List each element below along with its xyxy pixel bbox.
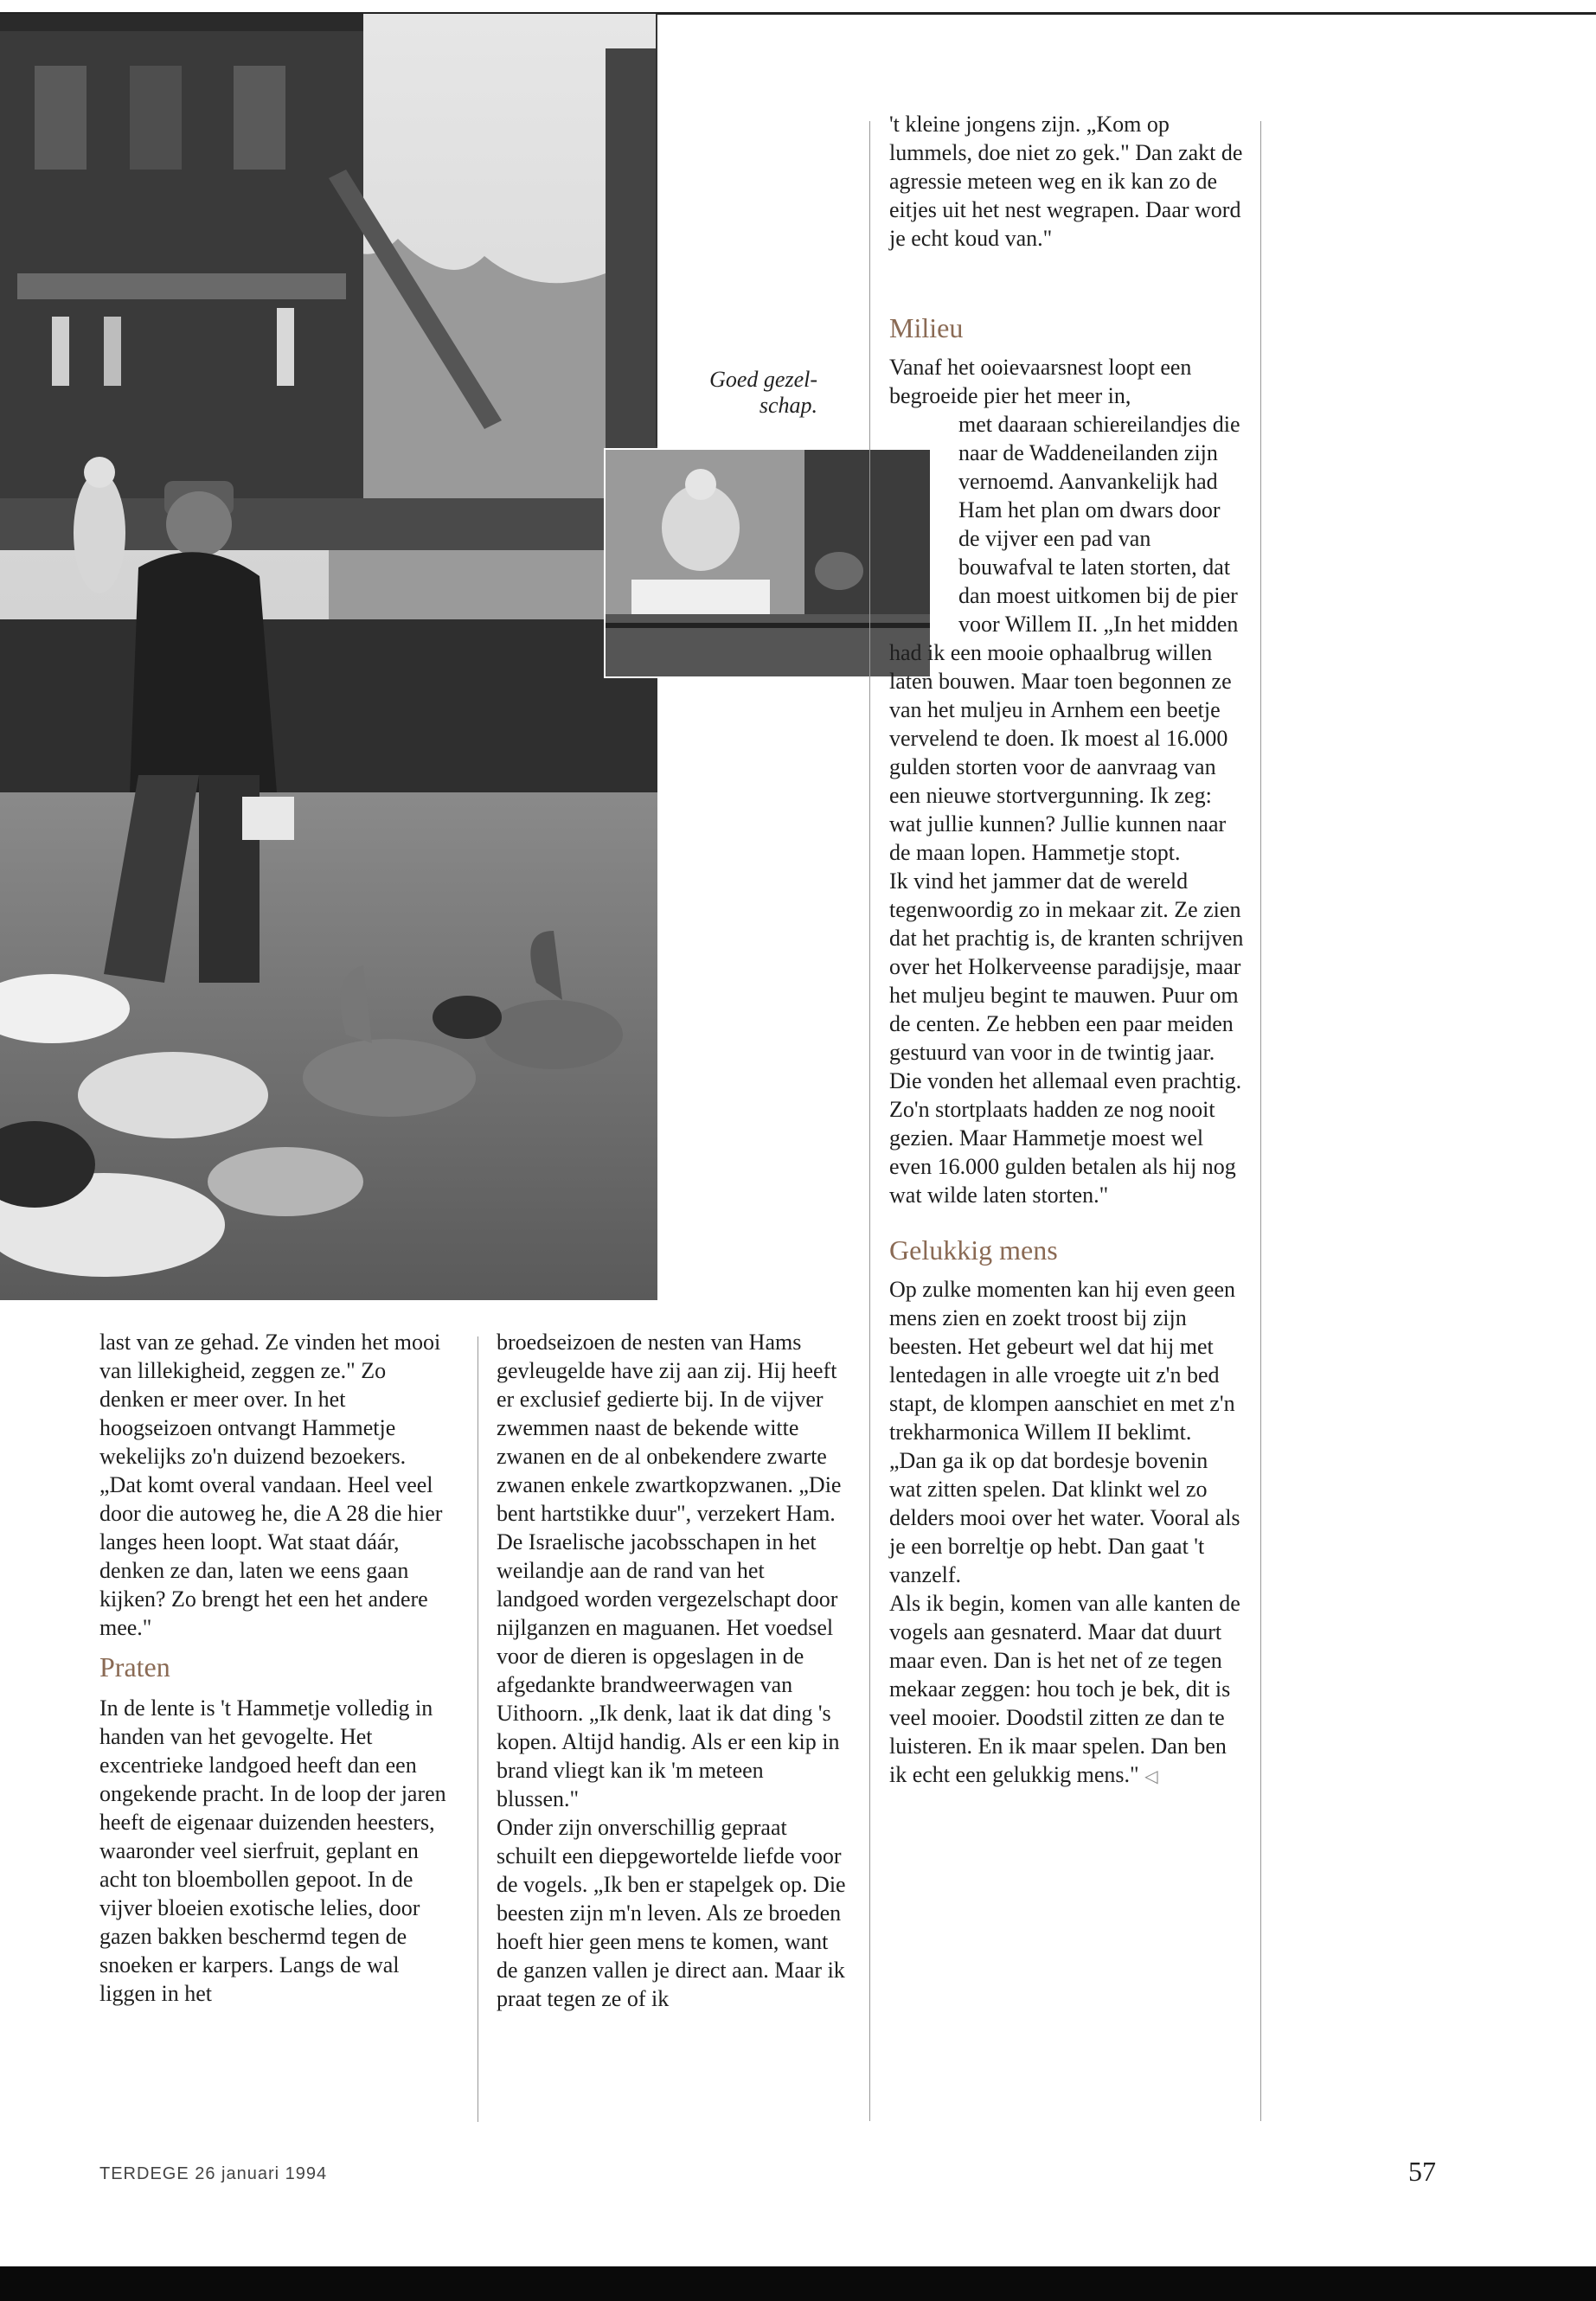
col3-milieu-1: Vanaf het ooievaarsnest loopt een begroeide pier het meer in, [889,355,1192,408]
inset-photo-illustration [606,450,930,676]
main-photo-illustration [0,14,657,1300]
heading-milieu: Milieu [889,312,964,343]
col3-paragraph-top: 't kleine jongens zijn. „Kom op lummels, doe niet zo gek." Dan zakt de agressie meteen weg en ik kan zo de eitjes uit het nest wegrapen. Daar word je echt koud van." [889,112,1243,251]
article-column-1 [99,1328,452,2008]
col3-gelukkig-2 [889,1589,1244,1791]
end-mark-icon: ◁ [1144,1767,1158,1786]
col3-milieu-4: Ik vind het jammer dat de wereld tegenwoordig zo in mekaar zit. Ze zien dat het prachtig is, de kranten schrijven over het Holkerveense paradijsje, maar het muljeu begint te mauwen. Puur om de centen. Ze hebben een paar meiden gestuurd van voor in de twintig jaar. Die vonden het allemaal even prachtig. Zo'n stortplaats hadden ze nog nooit gezien. Maar Hammetje moest wel even 16.000 gulden betalen als hij nog wat wilde laten storten." [889,868,1244,1208]
col3-gelukkig-1: Op zulke momenten kan hij even geen mens zien en zoekt troost bij zijn beesten. Het gebeurt wel dat hij met lentedagen in alle vroegte uit z'n bed stapt, de klompen aanschiet en met z'n trekharmonica Willem II beklimt. „Dan ga ik op dat bordesje bovenin wat zitten spelen. Dat klinkt wel zo delders mooi over het water. Vooral als je een borreltje op hebt. Dan gaat 't vanzelf. [889,1277,1240,1587]
page-number: 57 [1408,2156,1436,2187]
col1-paragraph-2: In de lente is 't Hammetje volledig in handen van het gevogelte. Het excentrieke landgoed heeft dan een ongekende pracht. In de loop der jaren heeft de eigenaar duizenden heesters, waaronder veel sierfruit, geplant en acht ton bloembollen gepoot. In de vijver bloeien exotische lelies, door gazen bakken beschermd tegen de snoeken er karpers. Langs de wal liggen in het [99,1695,446,2006]
col3-gelukkig-2-text: Als ik begin, komen van alle kanten de vogels aan gesnaterd. Maar dat duurt maar even. Dan is het net of ze tegen mekaar zeggen: hou toch je bek, dit is veel mooier. Doodstil zitten ze dan te luisteren. En ik maar spelen. Dan ben ik echt een gelukkig mens." [889,1591,1240,1787]
inset-photo [604,448,932,678]
col1-paragraph-1: last van ze gehad. Ze vinden het mooi van lillekigheid, zeggen ze." Zo denken er meer over. In het hoogseizoen ontvangt Hammetje wekelijks zo'n duizend bezoekers. „Dat komt overal vandaan. Heel veel door die autoweg he, die A 28 die hier langes heen loopt. Wat staat dáár, denken ze dan, laten we eens gaan kijken? Zo brengt het een het andere mee." [99,1330,443,1640]
bottom-bar [0,2266,1596,2301]
column-rule-2 [869,121,870,2121]
article-column-2 [497,1328,849,2013]
main-photo [0,14,657,1300]
col2-paragraph-1: broedseizoen de nesten van Hams gevleugelde have zij aan zij. Hij heeft er exclusief gedierte bij. In de vijver zwemmen naast de bekende witte zwanen en de al onbekendere zwarte zwanen enkele zwartkopzwanen. „Die bent hartstikke duur", verzekert Ham. De Israelische jacobsschapen in het weilandje aan de rand van het landgoed worden vergezelschapt door nijlganzen en maguanen. Het voedsel voor de dieren is opgeslagen in de afgedankte brandweerwagen van Uithoorn. „Ik denk, laat ik dat ding 's kopen. Altijd handig. Als er een kip in brand vliegt kan ik 'm meteen blussen." [497,1330,842,1811]
heading-gelukkig-mens: Gelukkig mens [889,1234,1058,1266]
col3-milieu-2: met daaraan schiereilandjes die naar de Waddeneilanden zijn vernoemd. Aanvankelijk had Ham het plan om dwars door de vijver een pad van bouwafval te laten storten, dat dan moest uitkomen bij de pier voor Willem II. „In het midden [958,412,1240,637]
column-rule-3 [1260,121,1261,2121]
col3-milieu-3: had ik een mooie ophaalbrug willen laten bouwen. Maar toen begonnen ze van het muljeu in Arnhem een beetje vervelend te doen. Ik moest al 16.000 gulden storten voor de aanvraag van een nieuwe stortvergunning. Ik zeg: wat jullie kunnen? Jullie kunnen naar de maan lopen. Hammetje stopt. [889,640,1232,865]
article-column-3-top [889,110,1244,253]
photo-caption [657,367,817,419]
caption-text: Goed gezel- schap. [709,367,817,418]
article-column-3 [889,311,1244,1791]
col2-paragraph-2: Onder zijn onverschillig gepraat schuilt een diepgewortelde liefde voor de vogels. „Ik ben er stapelgek op. Die beesten zijn m'n leven. Als ze broeden hoeft hier geen mens te komen, want de ganzen vallen je direct aan. Maar ik praat tegen ze of ik [497,1815,846,2011]
footer-publication: TERDEGE 26 januari 1994 [99,2164,328,2183]
heading-praten: Praten [99,1651,170,1682]
